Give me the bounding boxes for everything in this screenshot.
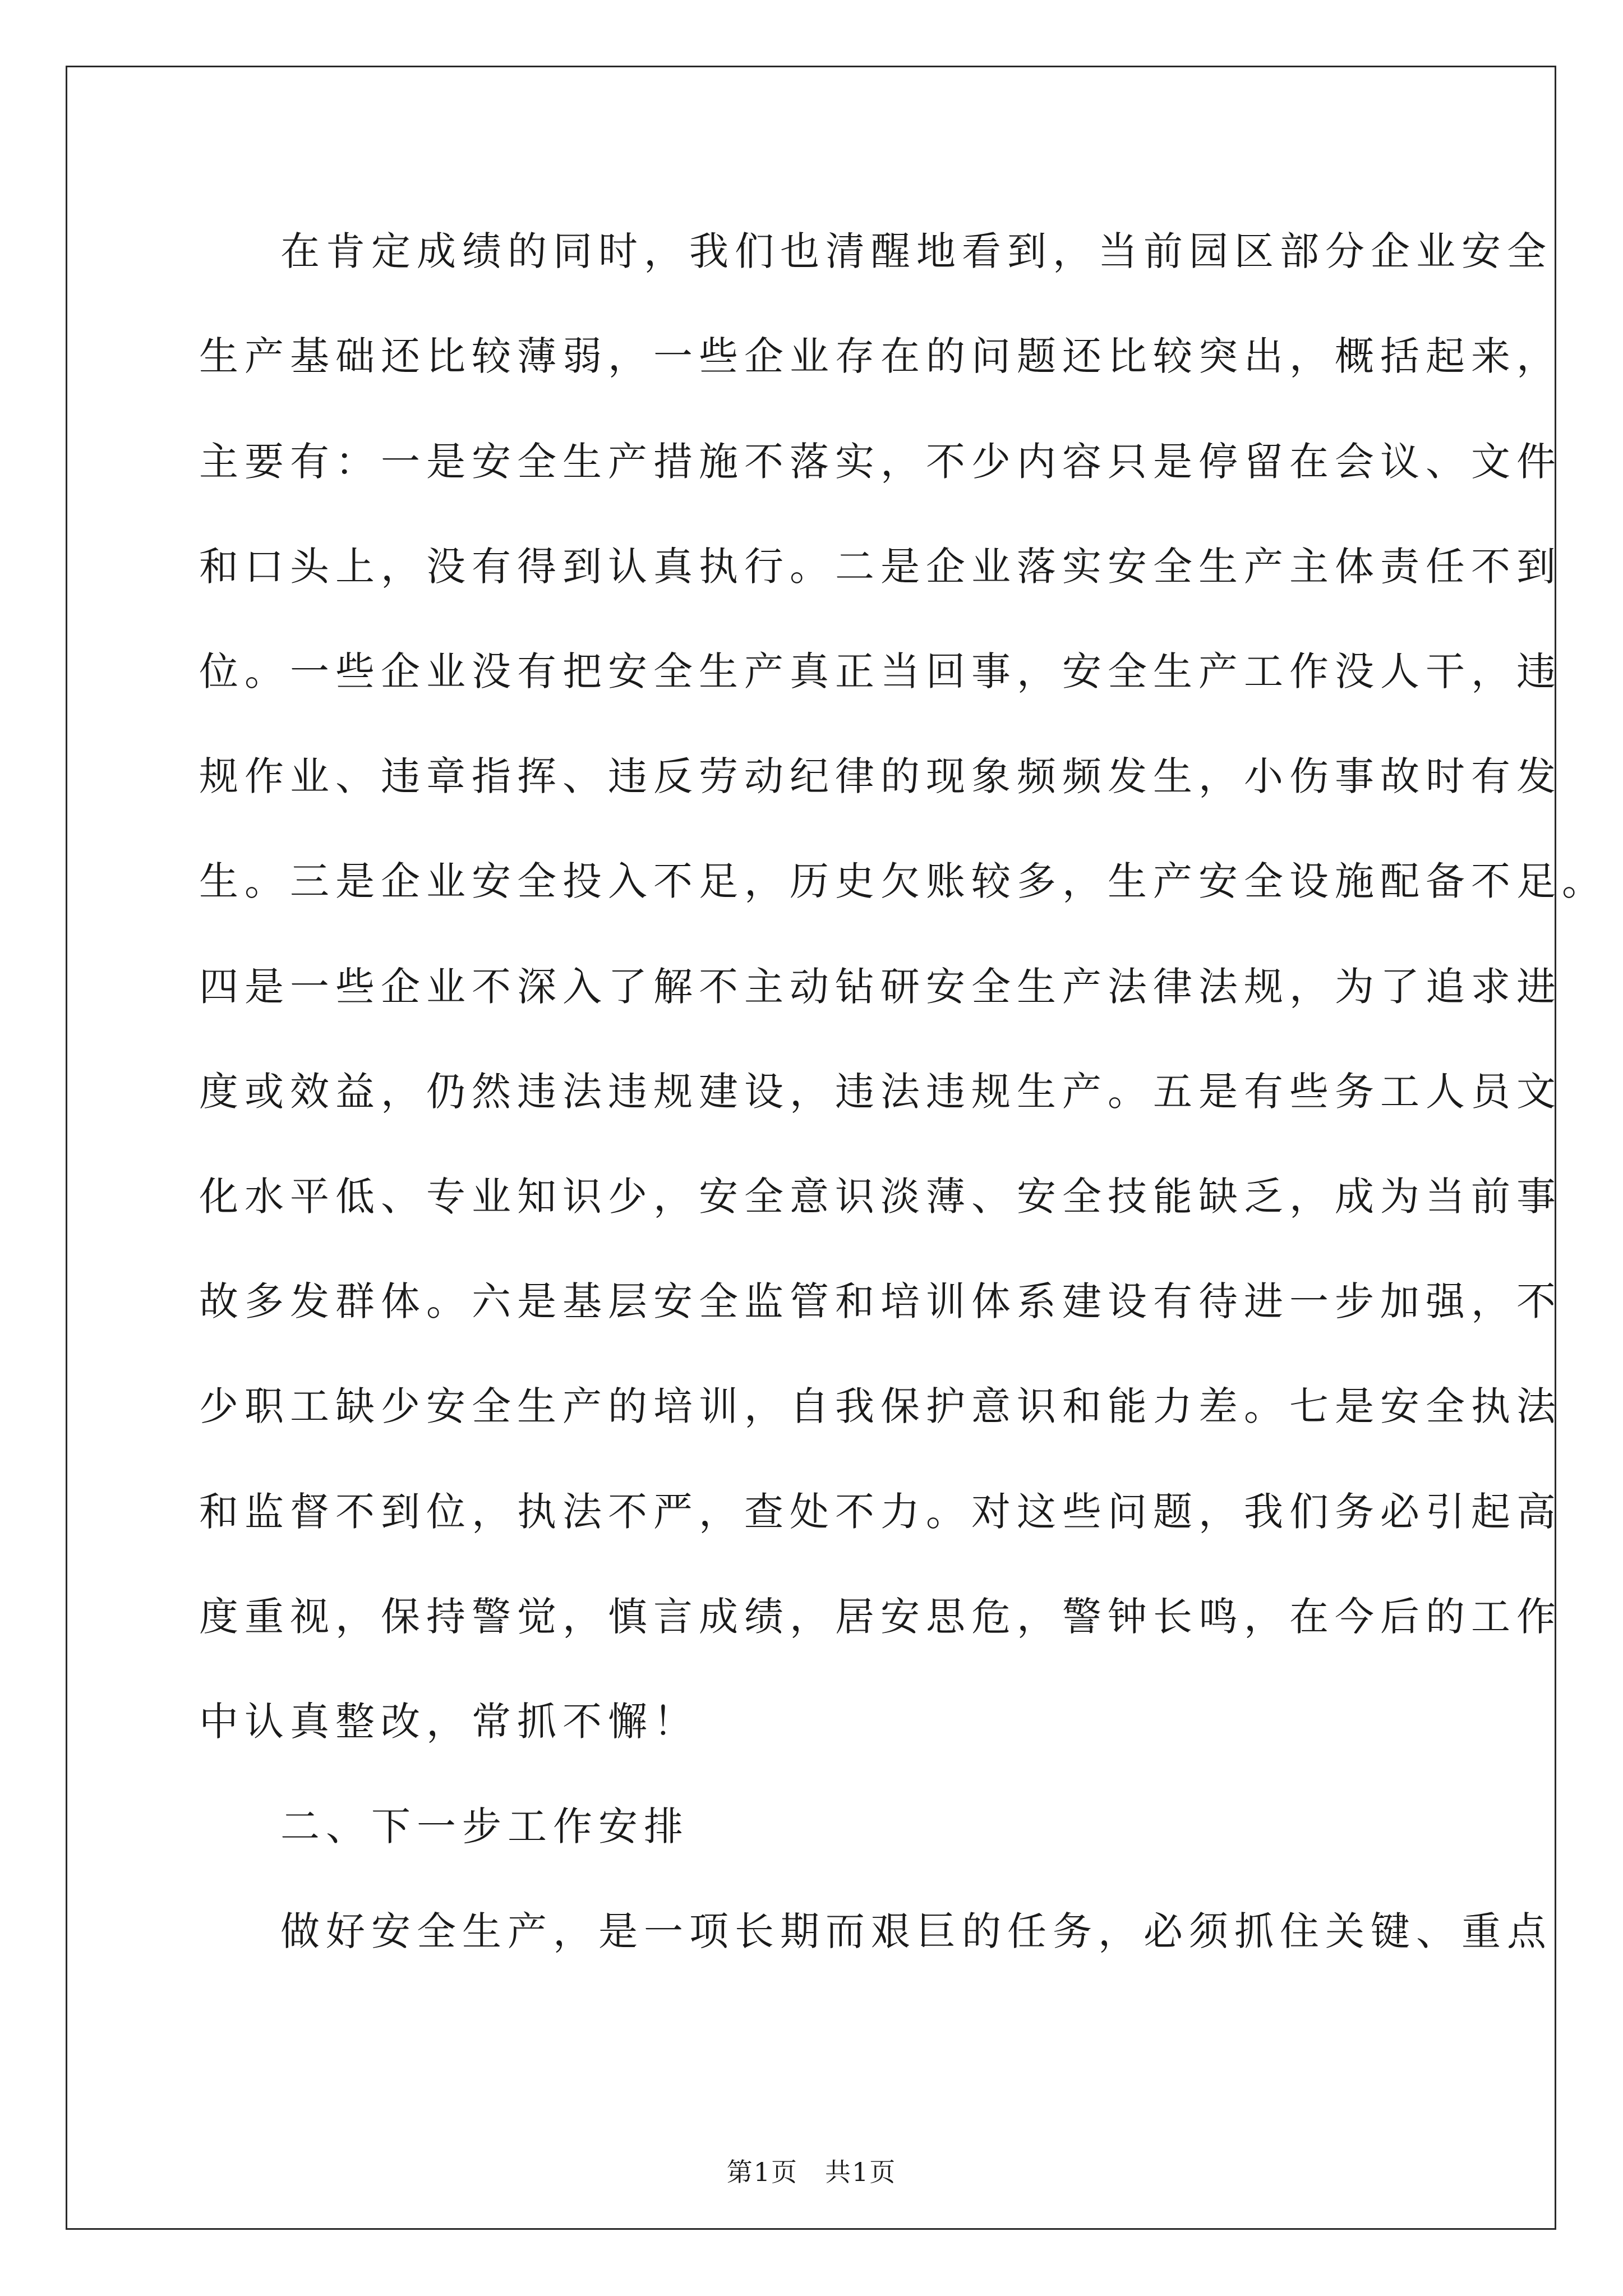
paragraph-line: 生产基础还比较薄弱，一些企业存在的问题还比较突出，概括起来， xyxy=(199,333,1562,379)
page-border xyxy=(66,66,1556,2230)
page-footer: 第1页 共1页 xyxy=(726,2157,897,2187)
paragraph-line: 在肯定成绩的同时，我们也清醒地看到，当前园区部分企业安全 xyxy=(280,228,1552,274)
paragraph-line: 和口头上，没有得到认真执行。二是企业落实安全生产主体责任不到 xyxy=(199,544,1562,590)
paragraph-line: 主要有：一是安全生产措施不落实，不少内容只是停留在会议、文件 xyxy=(199,439,1562,485)
section-heading: 二、下一步工作安排 xyxy=(280,1803,689,1849)
paragraph-line: 规作业、违章指挥、违反劳动纪律的现象频频发生，小伤事故时有发 xyxy=(199,753,1562,799)
paragraph-line: 少职工缺少安全生产的培训，自我保护意识和能力差。七是安全执法 xyxy=(199,1383,1562,1429)
paragraph-line: 化水平低、专业知识少，安全意识淡薄、安全技能缺乏，成为当前事 xyxy=(199,1174,1562,1220)
paragraph-line: 和监督不到位，执法不严，查处不力。对这些问题，我们务必引起高 xyxy=(199,1489,1562,1535)
paragraph-line: 位。一些企业没有把安全生产真正当回事，安全生产工作没人干，违 xyxy=(199,648,1562,694)
paragraph-line: 中认真整改，常抓不懈！ xyxy=(199,1699,699,1745)
paragraph-line: 度或效益，仍然违法违规建设，违法违规生产。五是有些务工人员文 xyxy=(199,1069,1562,1115)
paragraph-line: 故多发群体。六是基层安全监管和培训体系建设有待进一步加强，不 xyxy=(199,1278,1562,1324)
paragraph-line: 生。三是企业安全投入不足，历史欠账较多，生产安全设施配备不足。 xyxy=(199,858,1607,904)
paragraph-line: 度重视，保持警觉，慎言成绩，居安思危，警钟长鸣，在今后的工作 xyxy=(199,1594,1562,1640)
paragraph-line: 做好安全生产，是一项长期而艰巨的任务，必须抓住关键、重点 xyxy=(280,1908,1552,1954)
paragraph-line: 四是一些企业不深入了解不主动钻研安全生产法律法规，为了追求进 xyxy=(199,964,1562,1010)
